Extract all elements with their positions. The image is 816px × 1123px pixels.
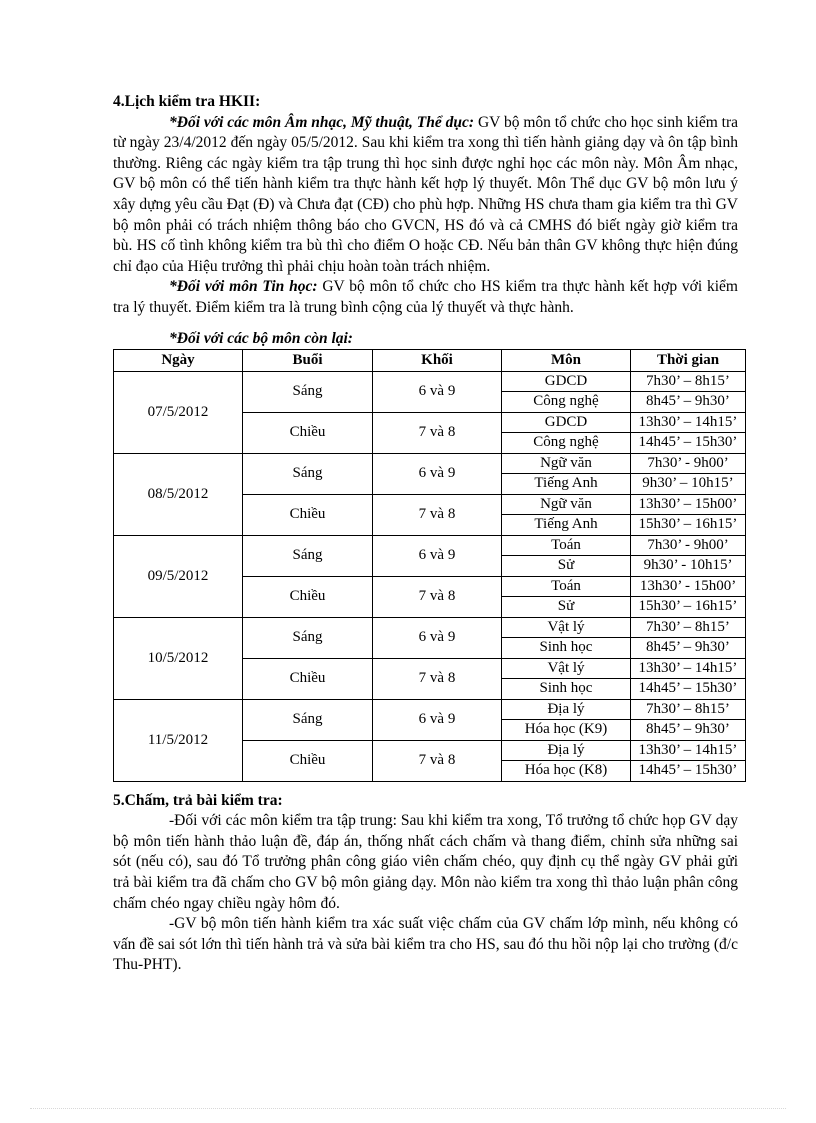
date-cell: 07/5/2012 xyxy=(114,371,243,453)
page-bottom-divider xyxy=(30,1108,786,1109)
paragraph-arts xyxy=(113,113,738,278)
grade-cell: 7 và 8 xyxy=(373,494,502,535)
table-row xyxy=(114,371,746,392)
time-cell: 15h30’ – 16h15’ xyxy=(631,597,746,618)
grade-cell: 6 và 9 xyxy=(373,699,502,740)
subject-cell: Tiếng Anh xyxy=(502,515,631,536)
time-cell: 7h30’ – 8h15’ xyxy=(631,371,746,392)
subject-cell: Sinh học xyxy=(502,679,631,700)
header-cell: Môn xyxy=(502,349,631,371)
time-cell: 7h30’ - 9h00’ xyxy=(631,535,746,556)
exam-schedule-table xyxy=(113,349,746,782)
paragraph-return: -GV bộ môn tiến hành kiểm tra xác suất việc chấm của GV chấm lớp mình, nếu không có vấn đề sai sót lớn thì tiến hành trả và sửa bài kiểm tra cho HS, sau đó thu hồi nộp lại cho trường (đ/c Thu-PHT). xyxy=(113,915,738,974)
session-cell: Chiều xyxy=(243,412,373,453)
session-cell: Sáng xyxy=(243,617,373,658)
grade-cell: 7 và 8 xyxy=(373,658,502,699)
subject-cell: Công nghệ xyxy=(502,433,631,454)
subject-cell: Công nghệ xyxy=(502,392,631,413)
subject-cell: Hóa học (K9) xyxy=(502,720,631,741)
time-cell: 7h30’ – 8h15’ xyxy=(631,699,746,720)
section-4-heading: 4.Lịch kiểm tra HKII: xyxy=(113,93,261,110)
paragraph-grading: -Đối với các môn kiểm tra tập trung: Sau khi kiểm tra xong, Tổ trưởng tổ chức họp GV dạy bộ môn tiến hành thảo luận đề, đáp án, thống nhất cách chấm và thang điểm, chỉnh sửa những sai sót (nếu có), sau đó Tổ trưởng phân công giáo viên chấm chéo, quy định cụ thể ngày GV phải gửi trả bài kiểm tra đã chấm cho GV bộ môn giảng dạy. Môn nào kiểm tra xong thì thảo luận phân công chấm chéo ngay chiều ngày hôm đó. xyxy=(113,812,738,912)
informatics-lead: *Đối với môn Tin học: xyxy=(169,278,318,296)
grade-cell: 6 và 9 xyxy=(373,617,502,658)
informatics-text: GV bộ môn tổ chức cho HS kiểm tra thực hành kết hợp với kiểm tra lý thuyết. Điểm kiểm tra là trung bình cộng của lý thuyết và thực hành. xyxy=(113,278,738,316)
session-cell: Chiều xyxy=(243,494,373,535)
header-cell: Buổi xyxy=(243,349,373,371)
time-cell: 14h45’ – 15h30’ xyxy=(631,679,746,700)
subject-cell: Hóa học (K8) xyxy=(502,761,631,782)
arts-text: GV bộ môn tổ chức cho học sinh kiểm tra từ ngày 23/4/2012 đến ngày 05/5/2012. Sau khi kiểm tra xong thì tiến hành giảng dạy và ôn tập bình thường. Riêng các ngày kiểm tra tập trung thì học sinh được nghỉ học các môn này. Môn Âm nhạc, GV bộ môn có thể tiến hành kiểm tra thực hành kết hợp lý thuyết. Môn Thể dục GV bộ môn lưu ý xây dựng yêu cầu Đạt (Đ) và Chưa đạt (CĐ) cho phù hợp. Những HS chưa tham gia kiểm tra thì GV bộ môn phải có trách nhiệm thông báo cho GVCN, HS đó và cả CMHS đó biết ngày giờ kiểm tra bù. HS cố tình không kiểm tra bù thì cho điểm O hoặc CĐ. Nếu bản thân GV không thực hiện đúng chỉ đạo của Hiệu trưởng thì phải chịu hoàn toàn trách nhiệm. xyxy=(113,113,738,275)
header-cell: Ngày xyxy=(114,349,243,371)
date-cell: 11/5/2012 xyxy=(114,699,243,781)
time-cell: 13h30’ – 14h15’ xyxy=(631,658,746,679)
session-cell: Sáng xyxy=(243,453,373,494)
header-cell: Khối xyxy=(373,349,502,371)
time-cell: 7h30’ - 9h00’ xyxy=(631,453,746,474)
grade-cell: 6 và 9 xyxy=(373,371,502,412)
subject-cell: GDCD xyxy=(502,371,631,392)
table-row xyxy=(114,535,746,556)
arts-lead: *Đối với các môn Âm nhạc, Mỹ thuật, Thể dục: xyxy=(169,113,475,131)
subject-cell: Tiếng Anh xyxy=(502,474,631,495)
header-cell: Thời gian xyxy=(631,349,746,371)
subject-cell: Ngữ văn xyxy=(502,494,631,515)
date-cell: 08/5/2012 xyxy=(114,453,243,535)
date-cell: 09/5/2012 xyxy=(114,535,243,617)
grade-cell: 7 và 8 xyxy=(373,740,502,781)
time-cell: 8h45’ – 9h30’ xyxy=(631,638,746,659)
paragraph-informatics xyxy=(113,277,738,318)
table-header-row xyxy=(114,349,746,371)
session-cell: Chiều xyxy=(243,658,373,699)
schedule-body xyxy=(114,371,746,781)
table-row xyxy=(114,453,746,474)
subject-cell: Toán xyxy=(502,535,631,556)
subject-cell: Vật lý xyxy=(502,617,631,638)
table-row xyxy=(114,699,746,720)
subject-cell: Sinh học xyxy=(502,638,631,659)
grade-cell: 7 và 8 xyxy=(373,412,502,453)
grade-cell: 6 và 9 xyxy=(373,453,502,494)
subject-cell: Sử xyxy=(502,597,631,618)
session-cell: Chiều xyxy=(243,740,373,781)
session-cell: Chiều xyxy=(243,576,373,617)
date-cell: 10/5/2012 xyxy=(114,617,243,699)
time-cell: 8h45’ – 9h30’ xyxy=(631,720,746,741)
time-cell: 14h45’ – 15h30’ xyxy=(631,761,746,782)
session-cell: Sáng xyxy=(243,535,373,576)
time-cell: 15h30’ – 16h15’ xyxy=(631,515,746,536)
time-cell: 13h30’ – 14h15’ xyxy=(631,740,746,761)
time-cell: 9h30’ - 10h15’ xyxy=(631,556,746,577)
session-cell: Sáng xyxy=(243,371,373,412)
subject-cell: Toán xyxy=(502,576,631,597)
subject-cell: Sử xyxy=(502,556,631,577)
session-cell: Sáng xyxy=(243,699,373,740)
subject-cell: Địa lý xyxy=(502,740,631,761)
time-cell: 13h30’ – 15h00’ xyxy=(631,494,746,515)
time-cell: 7h30’ – 8h15’ xyxy=(631,617,746,638)
grade-cell: 7 và 8 xyxy=(373,576,502,617)
time-cell: 9h30’ – 10h15’ xyxy=(631,474,746,495)
section-5-heading: 5.Chấm, trả bài kiểm tra: xyxy=(113,791,283,809)
table-row xyxy=(114,617,746,638)
subject-cell: Địa lý xyxy=(502,699,631,720)
grade-cell: 6 và 9 xyxy=(373,535,502,576)
time-cell: 13h30’ - 15h00’ xyxy=(631,576,746,597)
other-subjects-lead: *Đối với các bộ môn còn lại: xyxy=(169,329,353,347)
time-cell: 8h45’ – 9h30’ xyxy=(631,392,746,413)
time-cell: 14h45’ – 15h30’ xyxy=(631,433,746,454)
document-content xyxy=(113,92,738,976)
subject-cell: GDCD xyxy=(502,412,631,433)
time-cell: 13h30’ – 14h15’ xyxy=(631,412,746,433)
subject-cell: Vật lý xyxy=(502,658,631,679)
subject-cell: Ngữ văn xyxy=(502,453,631,474)
